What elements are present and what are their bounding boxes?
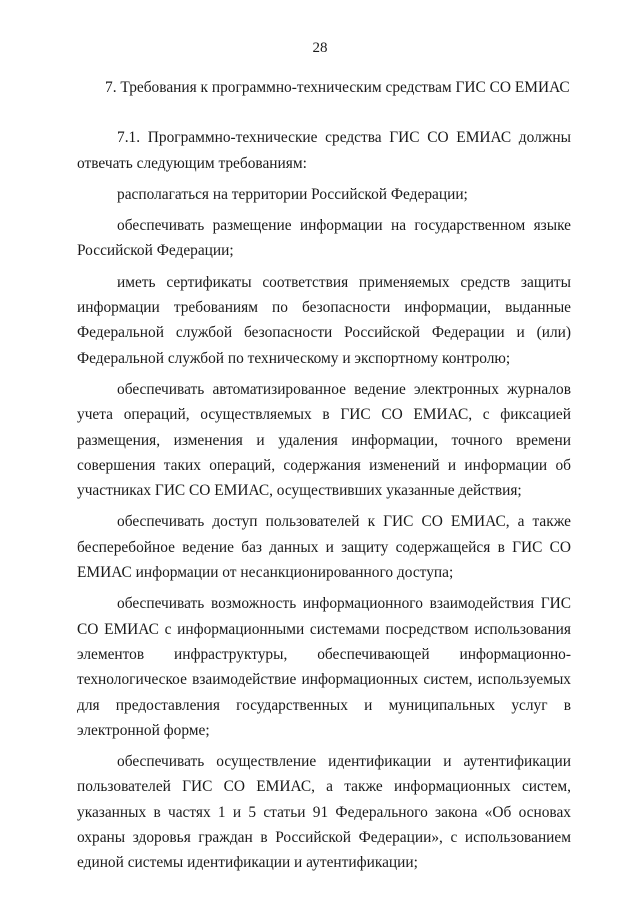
requirement-state-language: обеспечивать размещение информации на государственном языке Российской Федерации;: [77, 217, 571, 260]
requirement-user-access: обеспечивать доступ пользователей к ГИС СО ЕМИАС, а также бесперебойное ведение баз данных и защиту содержащейся в ГИС СО ЕМИАС информации от несанкционированного доступа;: [77, 513, 571, 582]
requirement-electronic-logs: обеспечивать автоматизированное ведение электронных журналов учета операций, осуществляемых в ГИС СО ЕМИАС, с фиксацией размещения, изменения и удаления информации, точного времени совершения таких операций, содержания изменений и информации об участниках ГИС СО ЕМИАС, осуществивших указанные действия;: [77, 380, 571, 500]
paragraph-7-1: 7.1. Программно-технические средства ГИС СО ЕМИАС должны отвечать следующим требованиям:: [77, 129, 571, 172]
requirement-territory: располагаться на территории Российской Федерации;: [117, 185, 468, 203]
requirement-certificates: иметь сертификаты соответствия применяемых средств защиты информации требованиям по безопасности информации, выданные Федеральной службой безопасности Российской Федерации и (или) Федеральной службой по техническому и экспортному контролю;: [77, 273, 571, 367]
requirement-interaction: обеспечивать возможность информационного взаимодействия ГИС СО ЕМИАС с информационными системами посредством использования элементов инфраструктуры, обеспечивающей информационно-технологическое взаимодействие информационных систем, используемых для предоставления государственных и муниципальных услуг в электронной форме;: [77, 595, 571, 739]
page-number: 28: [312, 40, 328, 56]
requirement-identification: обеспечивать осуществление идентификации и аутентификации пользователей ГИС СО ЕМИАС, а также информационных систем, указанных в частях 1 и 5 статьи 91 Федерального закона «Об основах охраны здоровья граждан в Российской Федерации», с использованием единой системы идентификации и аутентификации;: [77, 753, 571, 872]
document-body: [77, 75, 571, 882]
section-heading: 7. Требования к программно-техническим средствам ГИС СО ЕМИАС: [105, 79, 570, 96]
